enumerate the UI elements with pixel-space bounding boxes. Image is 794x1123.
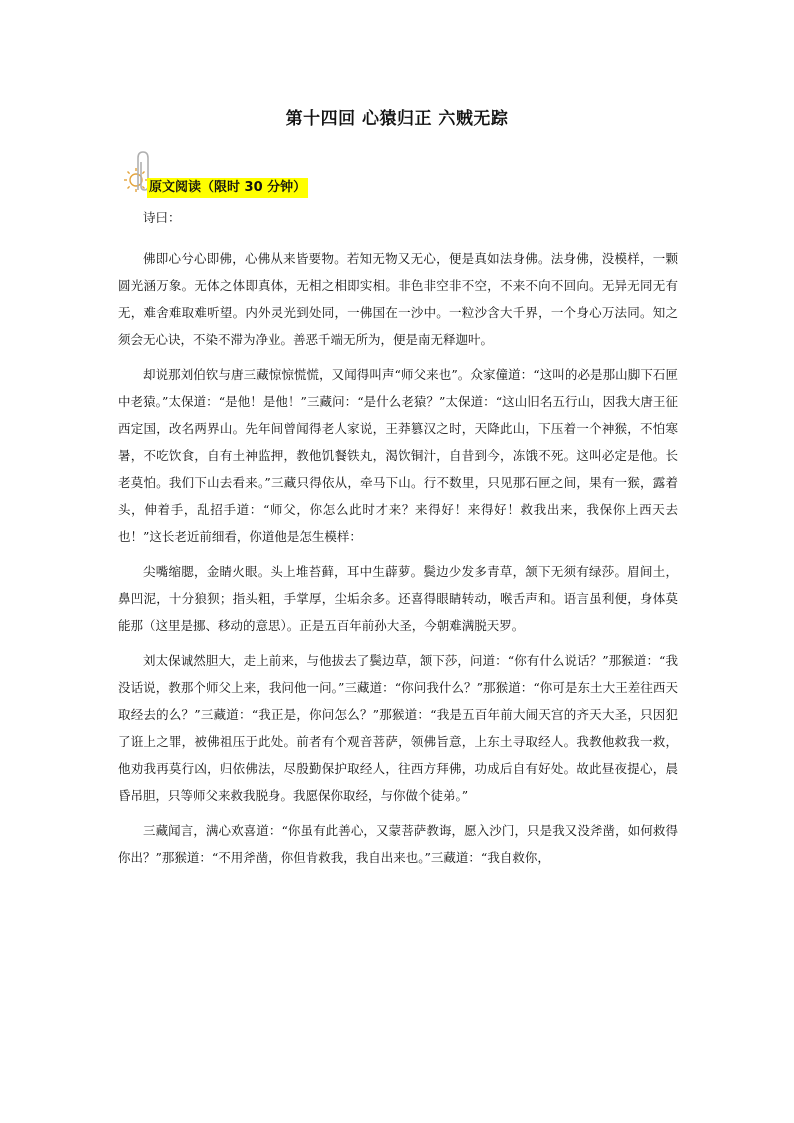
paragraph: 佛即心兮心即佛，心佛从来皆要物。若知无物又无心，便是真如法身佛。法身佛，没模样，一颗圆光涵万象。无体之体即真体，无相之相即实相。非色非空非不空，不来不向不回向。无异无同无有无，难舍难取难听望。内外灵光到处同，一佛国在一沙中。一粒沙含大千界，一个身心万法同。知之须会无心诀，不染不滞为净业。善恶千端无所为，便是南无释迦叶。 [118,251,678,347]
paragraph: 却说那刘伯钦与唐三藏惊惊慌慌，又闻得叫声“师父来也”。众家僮道：“这叫的必是那山脚下石匣中老猿。”太保道：“是他！是他！”三藏问：“是什么老猿？”太保道：“这山旧名五行山，因我大唐王征西定国，改名两界山。先年间曾闻得老人家说，王莽篡汉之时，天降此山，下压着一个神猴，不怕寒暑，不吃饮食，自有土神监押，教他饥餐铁丸，渴饮铜汁，自昔到今，冻饿不死。这叫必定是他。长老莫怕。我们下山去看来。”三藏只得依从，牵马下山。行不数里，只见那石匣之间，果有一猴，露着头，伸着手，乱招手道：“师父，你怎么此时才来？来得好！来得好！救我出来，我保你上西天去也！”这长老近前细看，你道他是怎生模样： [118,367,678,544]
section-label: 原文阅读（限时 30 分钟） [147,178,308,198]
chapter-title: 第十四回 心猿归正 六贼无踪 [285,109,509,129]
paragraph: 刘太保诚然胆大，走上前来，与他拔去了鬓边草，颔下莎，问道：“你有什么说话？”那猴道：“我没话说，教那个师父上来，我问他一问。”三藏道：“你问我什么？”那猴道：“你可是东土大王差往西天取经去的么？”三藏道：“我正是，你问怎么？”那猴道：“我是五百年前大闹天宫的齐天大圣，只因犯了诳上之罪，被佛祖压于此处。前者有个观音菩萨，领佛旨意，上东土寻取经人。我教他救我一救，他劝我再莫行凶，归依佛法，尽殷勤保护取经人，往西方拜佛，功成后自有好处。故此昼夜提心，晨昏吊胆，只等师父来救我脱身。我愿保你取经，与你做个徒弟。” [118,653,678,803]
paragraph: 尖嘴缩腮，金睛火眼。头上堆苔藓，耳中生薜萝。鬓边少发多青草，颔下无须有绿莎。眉间土，鼻凹泥，十分狼狈；指头粗，手掌厚，尘垢余多。还喜得眼睛转动，喉舌声和。语言虽利便，身体莫能那（这里是挪、移动的意思）。正是五百年前孙大圣，今朝难满脱天罗。 [118,564,678,633]
paragraph: 诗曰： [143,210,181,225]
section-header [122,150,322,200]
paragraph: 三藏闻言，满心欢喜道：“你虽有此善心，又蒙菩萨教诲，愿入沙门，只是我又没斧凿，如何救得你出？”那猴道：“不用斧凿，你但肯救我，我自出来也。”三藏道：“我自救你， [118,823,678,865]
article-body [118,204,678,879]
